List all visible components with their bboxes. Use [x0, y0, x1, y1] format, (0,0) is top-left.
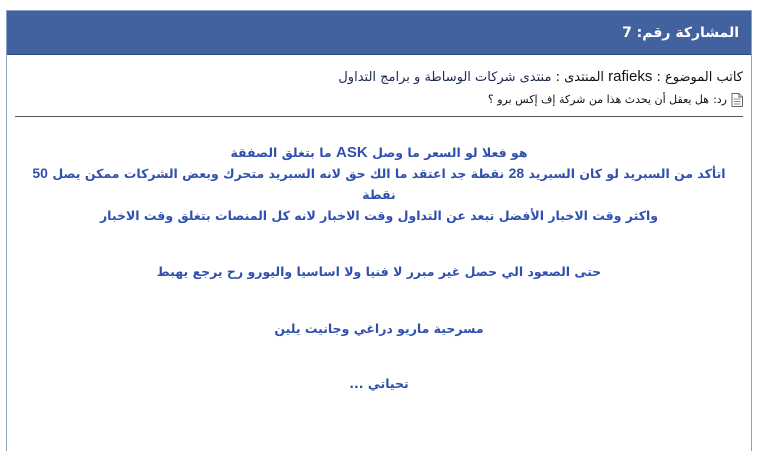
- message-text-ask: ASK: [336, 144, 368, 161]
- post-meta: [7, 55, 751, 108]
- reply-subject-line: [15, 92, 743, 108]
- message-paragraph-1: [17, 142, 741, 226]
- post-number-title: المشاركة رقم: 7: [622, 24, 739, 41]
- message-line: [17, 142, 741, 163]
- forum-label: المنتدى :: [555, 70, 605, 85]
- author-name[interactable]: rafieks: [608, 68, 653, 85]
- post-header: [7, 11, 751, 55]
- message-text: ما بتغلق الصفقة: [230, 145, 332, 160]
- message-line: واكثر وقت الاخبار الأفضل تبعد عن التداول وقت الاخبار لانه كل المنصات بتغلق وقت الاخبار: [99, 208, 659, 223]
- post-message: [7, 142, 751, 394]
- post-container: [6, 10, 752, 451]
- message-number: 28: [508, 165, 525, 181]
- message-paragraph-3: مسرحية ماريو دراغي وجانيت يلين: [274, 321, 484, 336]
- reply-label: رد:: [713, 93, 727, 106]
- author-forum-line: [15, 67, 743, 88]
- message-text: نقطة جد اعتقد ما الك حق لانه السبريد متحرك وبعض الشركات ممكن يصل: [52, 166, 505, 181]
- message-text: نقطة: [362, 187, 396, 202]
- message-number: 50: [32, 165, 48, 181]
- forum-link[interactable]: منتدى شركات الوساطة و برامج التداول: [338, 70, 552, 85]
- document-icon: [731, 93, 743, 107]
- reply-subject: هل يعقل أن يحدث هذا من شركة إف إكس برو ؟: [487, 93, 710, 106]
- meta-separator: [15, 116, 743, 117]
- author-label: كاتب الموضوع :: [656, 70, 743, 85]
- message-text: هو فعلا لو السعر ما وصل: [372, 145, 528, 160]
- message-text: اتأكد من السبريد لو كان السبريد: [528, 166, 726, 181]
- message-signoff: تحياتي ...: [349, 376, 409, 391]
- message-line: [17, 163, 741, 205]
- message-paragraph-2: حتى الصعود الي حصل غير مبرر لا فنيا ولا اساسيا واليورو رح يرجع يهبط: [156, 264, 602, 279]
